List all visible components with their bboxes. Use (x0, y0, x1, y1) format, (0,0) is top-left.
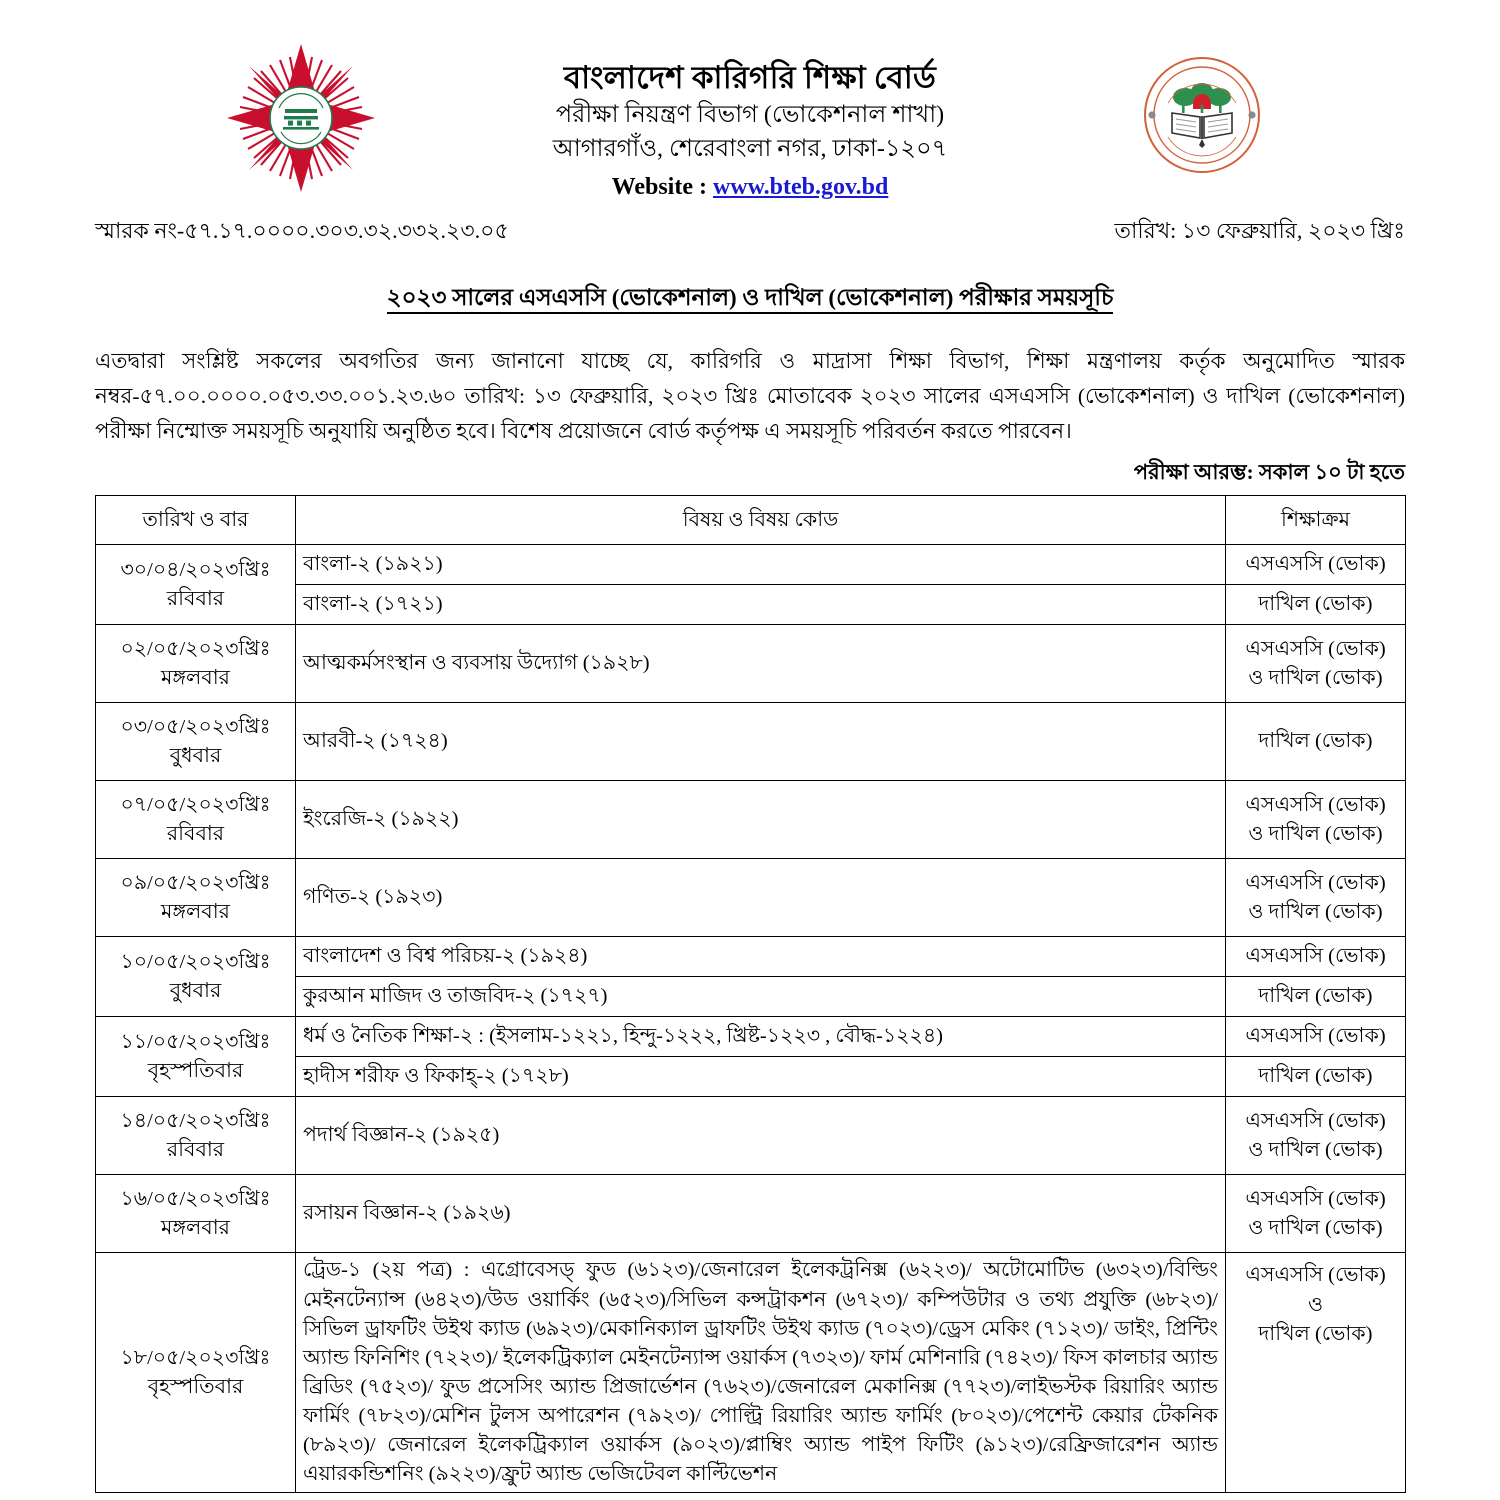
memo-row (95, 214, 1405, 251)
cell-date-3: ০৭/০৫/২০২৩খ্রিঃ রবিবার (96, 781, 296, 859)
cell-subject-6-0: ধর্ম ও নৈতিক শিক্ষা-২ : (ইসলাম-১২২১, হিন্দু-১২২২, খ্রিষ্ট-১২২৩ , বৌদ্ধ-১২২৪) (296, 1017, 1226, 1057)
table-row (96, 1017, 1406, 1057)
cell-date-2: ০৩/০৫/২০২৩খ্রিঃ বুধবার (96, 703, 296, 781)
cell-subject-6-1: হাদীস শরীফ ও ফিকাহ্-২ (১৭২৮) (296, 1057, 1226, 1097)
cell-date-0: ৩০/০৪/২০২৩খ্রিঃ রবিবার (96, 545, 296, 625)
cell-curriculum-7-0: এসএসসি (ভোক) ও দাখিল (ভোক) (1226, 1097, 1406, 1175)
cell-curriculum-2-0: দাখিল (ভোক) (1226, 703, 1406, 781)
cell-curriculum-0-1: দাখিল (ভোক) (1226, 585, 1406, 625)
exam-routine-table (95, 495, 1406, 1493)
cell-date-trade: ১৮/০৫/২০২৩খ্রিঃ বৃহস্পতিবার (96, 1253, 296, 1493)
column-header-curriculum: শিক্ষাক্রম (1226, 496, 1406, 545)
cell-curriculum-8-0: এসএসসি (ভোক) ও দাখিল (ভোক) (1226, 1175, 1406, 1253)
cell-curriculum-4-0: এসএসসি (ভোক) ও দাখিল (ভোক) (1226, 859, 1406, 937)
cell-subject-0-0: বাংলা-২ (১৯২১) (296, 545, 1226, 585)
table-row (96, 781, 1406, 859)
cell-subject-3-0: ইংরেজি-২ (১৯২২) (296, 781, 1226, 859)
cell-date-8: ১৬/০৫/২০২৩খ্রিঃ মঙ্গলবার (96, 1175, 296, 1253)
exam-start-note: পরীক্ষা আরম্ভ: সকাল ১০ টা হতে (1133, 460, 1405, 485)
cell-curriculum-5-0: এসএসসি (ভোক) (1226, 937, 1406, 977)
cell-date-5: ১০/০৫/২০২৩খ্রিঃ বুধবার (96, 937, 296, 1017)
table-header-row (96, 496, 1406, 545)
organization-department: পরীক্ষা নিয়ন্ত্রণ বিভাগ (ভোকেশনাল শাখা) (555, 101, 945, 128)
table-row (96, 859, 1406, 937)
table-row (96, 703, 1406, 781)
cell-subject-0-1: বাংলা-২ (১৭২১) (296, 585, 1226, 625)
cell-curriculum-5-1: দাখিল (ভোক) (1226, 977, 1406, 1017)
cell-date-1: ০২/০৫/২০২৩খ্রিঃ মঙ্গলবার (96, 625, 296, 703)
table-row (96, 937, 1406, 977)
table-row (96, 1097, 1406, 1175)
cell-curriculum-6-0: এসএসসি (ভোক) (1226, 1017, 1406, 1057)
cell-curriculum-3-0: এসএসসি (ভোক) ও দাখিল (ভোক) (1226, 781, 1406, 859)
cell-subject-2-0: আরবী-২ (১৭২৪) (296, 703, 1226, 781)
cell-subject-1-0: আত্মকর্মসংস্থান ও ব্যবসায় উদ্যোগ (১৯২৮) (296, 625, 1226, 703)
cell-curriculum-trade: এসএসসি (ভোক) ও দাখিল (ভোক) (1226, 1253, 1406, 1493)
body-paragraph: এতদ্বারা সংশ্লিষ্ট সকলের অবগতির জন্য জানানো যাচ্ছে যে, কারিগরি ও মাদ্রাসা শিক্ষা বিভাগ, শিক্ষা মন্ত্রণালয় কর্তৃক অনুমোদিত স্মারক নম্বর-৫৭.০০.০০০০.০৫৩.৩৩.০০১.২৩.৬০ তারিখ: ১৩ ফেব্রুয়ারি, ২০২৩ খ্রিঃ মোতাবেক ২০২৩ সালের এসএসসি (ভোকেশনাল) ও দাখিল (ভোকেশনাল) পরীক্ষা নিম্মোক্ত সময়সূচি অনুযায়ি অনুষ্ঠিত হবে। বিশেষ প্রয়োজনে বোর্ড কর্তৃপক্ষ এ সময়সূচি পরিবর্তন করতে পারবেন। (95, 349, 1405, 443)
cell-subject-5-0: বাংলাদেশ ও বিশ্ব পরিচয়-২ (১৯২৪) (296, 937, 1226, 977)
cell-subject-trade: ট্রেড-১ (২য় পত্র) : এগ্রোবেসড্ ফুড (৬১২৩)/জেনারেল ইলেকট্রনিক্স (৬২২৩)/ অটোমোটিভ (৬৩২৩)/বিল্ডিং মেইনটেন্যান্স (৬৪২৩)/উড ওয়ার্কিং (৬৫২৩)/সিভিল কন্সট্রাকশন (৬৭২৩)/ কম্পিউটার ও তথ্য প্রযুক্তি (৬৮২৩)/সিভিল ড্রাফটিং উইথ ক্যাড (৬৯২৩)/মেকানিক্যাল ড্রাফটিং উইথ ক্যাড (৭০২৩)/ড্রেস মেকিং (৭১২৩)/ ডাইং, প্রিন্টিং অ্যান্ড ফিনিশিং (৭২২৩)/ ইলেকট্রিক্যাল মেইনটেন্যান্স ওয়ার্কস (৭৩২৩)/ ফার্ম মেশিনারি (৭৪২৩)/ ফিস কালচার অ্যান্ড ব্রিডিং (৭৫২৩)/ ফুড প্রসেসিং অ্যান্ড প্রিজার্ভেশন (৭৬২৩)/জেনারেল মেকানিক্স (৭৭২৩)/লাইভস্টক রিয়ারিং অ্যান্ড ফার্মিং (৭৮২৩)/মেশিন টুলস অপারেশন (৭৯২৩)/ পোল্ট্রি রিয়ারিং অ্যান্ড ফার্মিং (৮০২৩)/পেশেন্ট কেয়ার টেকনিক (৮৯২৩)/ জেনারেল ইলেকট্রিক্যাল ওয়ার্কস (৯০২৩)/প্লাম্বিং অ্যান্ড পাইপ ফিটিং (৯১২৩)/রেফ্রিজারেশন অ্যান্ড এয়ারকন্ডিশনিং (৯২২৩)/ফ্রুট অ্যান্ড ভেজিটেবল কাল্টিভেশন (296, 1253, 1226, 1493)
column-header-date: তারিখ ও বার (96, 496, 296, 545)
column-header-subject: বিষয় ও বিষয় কোড (296, 496, 1226, 545)
memo-number: স্মারক নং-৫৭.১৭.০০০০.৩০৩.৩২.৩৩২.২৩.০৫ (95, 218, 509, 243)
table-row (96, 1175, 1406, 1253)
cell-curriculum-6-1: দাখিল (ভোক) (1226, 1057, 1406, 1097)
page-title-text: ২০২৩ সালের এসএসসি (ভোকেশনাল) ও দাখিল (ভোকেশনাল) পরীক্ষার সময়সূচি (387, 285, 1114, 314)
cell-date-4: ০৯/০৫/২০২৩খ্রিঃ মঙ্গলবার (96, 859, 296, 937)
website-link[interactable]: www.bteb.gov.bd (712, 174, 889, 201)
bteb-board-logo-icon (225, 42, 377, 194)
cell-subject-5-1: কুরআন মাজিদ ও তাজবিদ-২ (১৭২৭) (296, 977, 1226, 1017)
cell-curriculum-1-0: এসএসসি (ভোক) ও দাখিল (ভোক) (1226, 625, 1406, 703)
cell-subject-4-0: গণিত-২ (১৯২৩) (296, 859, 1226, 937)
cell-date-7: ১৪/০৫/২০২৩খ্রিঃ রবিবার (96, 1097, 296, 1175)
cell-date-6: ১১/০৫/২০২৩খ্রিঃ বৃহস্পতিবার (96, 1017, 296, 1097)
education-seal-logo-icon (1139, 52, 1265, 178)
cell-subject-7-0: পদার্থ বিজ্ঞান-২ (১৯২৫) (296, 1097, 1226, 1175)
organization-name: বাংলাদেশ কারিগরি শিক্ষা বোর্ড (563, 60, 937, 95)
table-row-trade (96, 1253, 1406, 1493)
cell-subject-8-0: রসায়ন বিজ্ঞান-২ (১৯২৬) (296, 1175, 1226, 1253)
cell-curriculum-0-0: এসএসসি (ভোক) (1226, 545, 1406, 585)
memo-date: তারিখ: ১৩ ফেব্রুয়ারি, ২০২৩ খ্রিঃ (1114, 218, 1405, 243)
organization-address: আগারগাঁও, শেরেবাংলা নগর, ঢাকা-১২০৭ (552, 136, 948, 163)
website-label: Website : (611, 174, 713, 201)
table-row (96, 625, 1406, 703)
document-header (95, 0, 1405, 200)
table-row (96, 545, 1406, 585)
page-title (95, 279, 1405, 318)
